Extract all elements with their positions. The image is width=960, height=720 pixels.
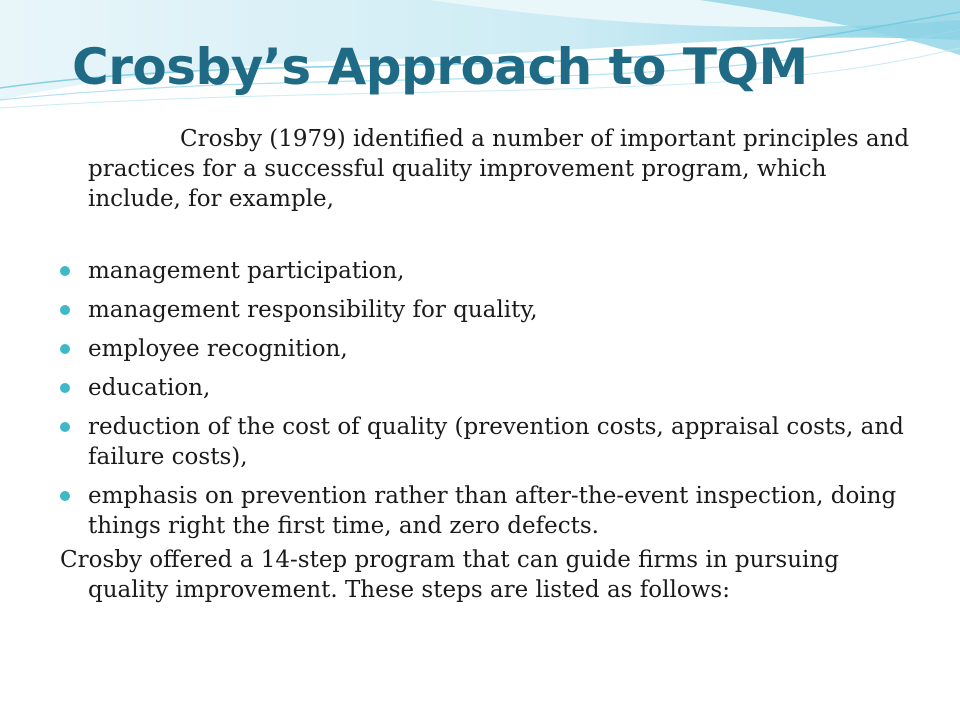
list-item: reduction of the cost of quality (prevention costs, appraisal costs, and failure costs), (60, 412, 920, 472)
list-item: management responsibility for quality, (60, 295, 920, 325)
bullet-dot-icon (60, 491, 70, 501)
list-item: education, (60, 373, 920, 403)
slide-body (60, 124, 920, 605)
list-item: emphasis on prevention rather than after-the-event inspection, doing things right the first time, and zero defects. (60, 481, 920, 541)
principles-list (60, 256, 920, 541)
intro-paragraph: Crosby (1979) identified a number of important principles and practices for a successful quality improvement program, which include, for example, (88, 126, 910, 212)
bullet-dot-icon (60, 344, 70, 354)
closing-paragraph: Crosby offered a 14-step program that can guide firms in pursuing quality improvement. These steps are listed as follows: (60, 547, 839, 603)
list-item: management participation, (60, 256, 920, 286)
bullet-dot-icon (60, 266, 70, 276)
bullet-dot-icon (60, 422, 70, 432)
slide-title: Crosby’s Approach to TQM (72, 38, 808, 96)
bullet-dot-icon (60, 383, 70, 393)
bullet-dot-icon (60, 305, 70, 315)
list-item: employee recognition, (60, 334, 920, 364)
